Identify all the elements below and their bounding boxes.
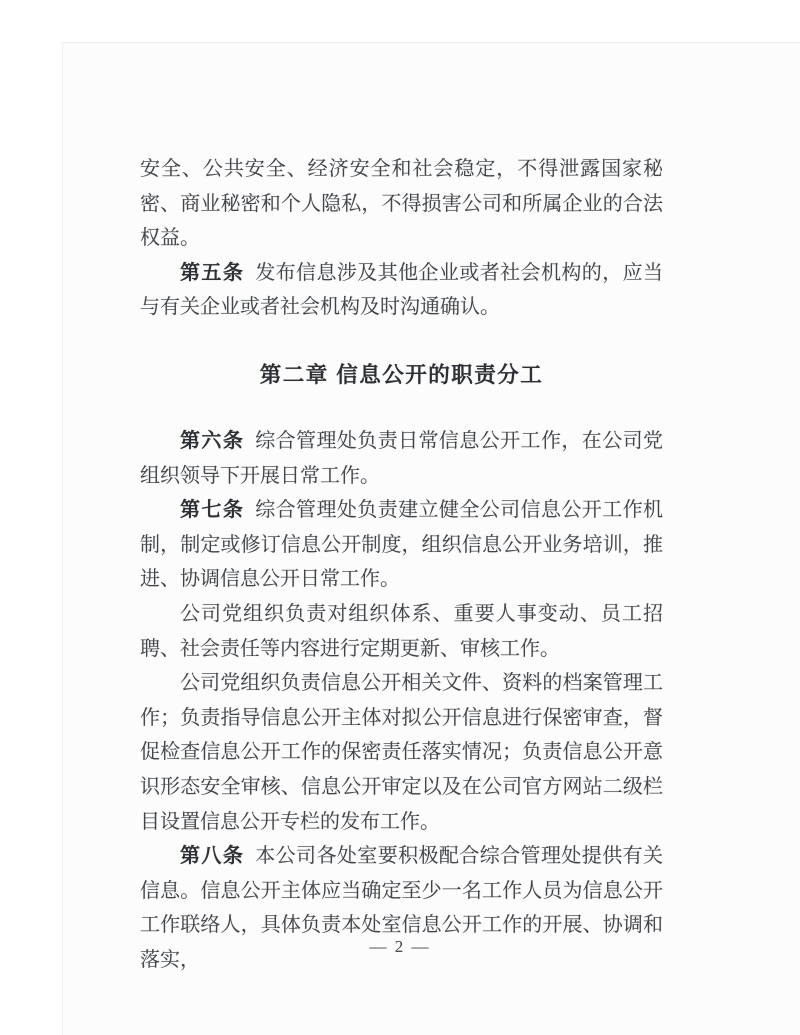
page-number: — 2 — (369, 937, 431, 956)
paragraph-article-6 (140, 424, 663, 493)
document-body (140, 152, 663, 977)
article-7-number-label: 第七条 (180, 499, 245, 522)
article-5-number-label: 第五条 (180, 261, 245, 284)
article-8-number-label: 第八条 (180, 845, 245, 868)
article-5-text: 发布信息涉及其他企业或者社会机构的，应当与有关企业或者社会机构及时沟通确认。 (140, 261, 664, 319)
paragraph-article-5 (140, 256, 663, 325)
paragraph-party-org-archives: 公司党组织负责信息公开相关文件、资料的档案管理工作；负责指导信息公开主体对拟公开信息进行保密审查，督促检查信息公开工作的保密责任落实情况；负责信息公开意识形态安全审核、信息公开审定以及在公司官方网站二级栏目设置信息公开专栏的发布工作。 (140, 672, 663, 833)
article-7-text: 综合管理处负责建立健全公司信息公开工作机制，制定或修订信息公开制度，组织信息公开业务培训，推进、协调信息公开日常工作。 (140, 499, 664, 591)
article-8-text: 本公司各处室要积极配合综合管理处提供有关信息。信息公开主体应当确定至少一名工作人员为信息公开工作联络人，具体负责本处室信息公开工作的开展、协调和落实， (140, 845, 664, 971)
article-6-text: 综合管理处负责日常信息公开工作，在公司党组织领导下开展日常工作。 (140, 429, 664, 487)
article-6-number-label: 第六条 (180, 429, 245, 452)
paragraph-continuation: 安全、公共安全、经济安全和社会稳定，不得泄露国家秘密、商业秘密和个人隐私，不得损害公司和所属企业的合法权益。 (140, 158, 663, 250)
paragraph-article-7 (140, 493, 663, 597)
paragraph-party-org-updates: 公司党组织负责对组织体系、重要人事变动、员工招聘、社会责任等内容进行定期更新、审核工作。 (140, 602, 663, 660)
chapter-2-heading: 第二章 信息公开的职责分工 (259, 362, 544, 387)
